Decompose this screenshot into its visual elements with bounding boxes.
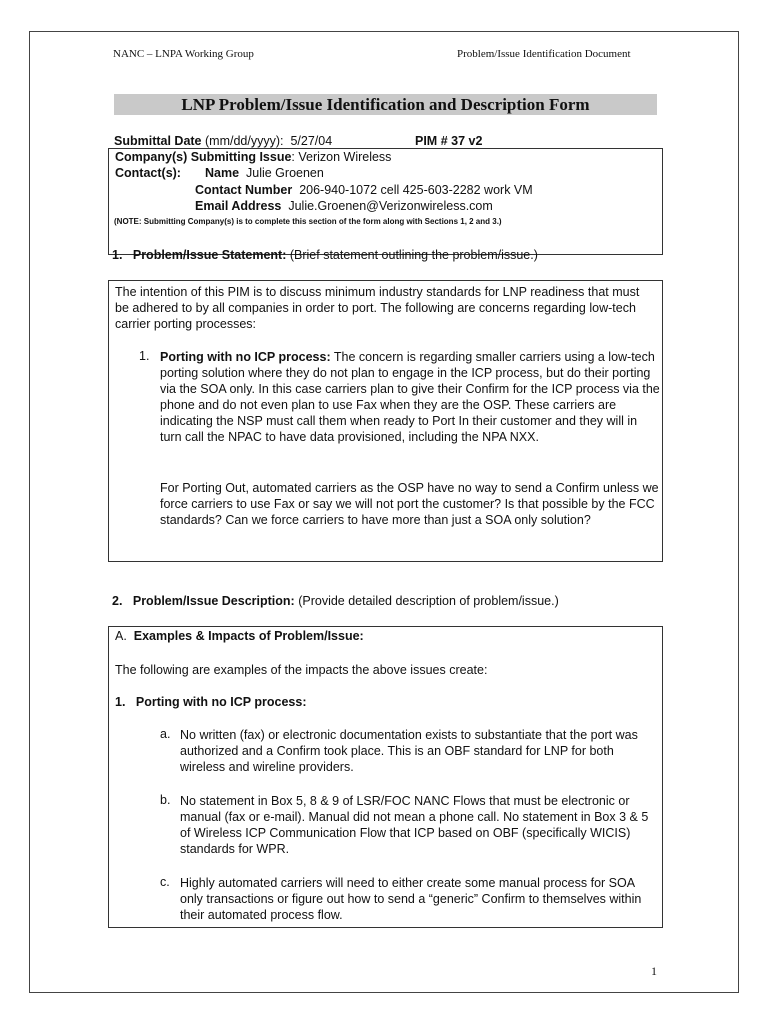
contact-note: (NOTE: Submitting Company(s) is to complete this section of the form along with Sections 1, 2 and 3.): [114, 217, 502, 226]
header-right: Problem/Issue Identification Document: [457, 48, 631, 60]
impact-letter-c: c.: [160, 875, 170, 889]
contact-name: Name Julie Groenen: [205, 166, 324, 180]
section2-heading: 2. Problem/Issue Description: (Provide detailed description of problem/issue.): [112, 594, 559, 608]
impact-letter-b: b.: [160, 793, 171, 807]
impact-b: No statement in Box 5, 8 & 9 of LSR/FOC NANC Flows that must be electronic or manual (fax or e-mail). Manual did not mean a phone call. No statement in Box 3 & 5 of Wireless ICP Communication Flow that ICP based on OBF (specifically WICIS) standards for WPR.: [180, 794, 649, 856]
submittal-date: Submittal Date (mm/dd/yyyy): 5/27/04: [114, 134, 333, 148]
contact-number: Contact Number 206-940-1072 cell 425-603-2282 work VM: [195, 183, 533, 197]
impact-c: Highly automated carriers will need to either create some manual process for SOA only transactions or figure out how to send a “generic” Confirm to themselves within their automated process flow.: [180, 876, 642, 922]
examples-heading: A. Examples & Impacts of Problem/Issue:: [115, 629, 364, 643]
impact-a: No written (fax) or electronic documentation exists to substantiate that the port was authorized and a Confirm took place. This is an OBF standard for LNP for both wireless and wireline providers.: [180, 728, 638, 774]
statement-item: Porting with no ICP process: The concern is regarding smaller carriers using a low-tech porting solution where they do not plan to engage in the ICP process, but do their porting via the SOA only. In this case carriers plan to give their Confirm for the ICP process via the phone and do not even plan to use Fax when they are the OSP. These carriers are indicating the NSP must call them when ready to Port In their customer and they will in turn call the NPAC to have data provisioned, including the NPA NXX.: [160, 350, 660, 444]
statement-item-para2: For Porting Out, automated carriers as the OSP have no way to send a Confirm unless we force carriers to use Fax or say we will not port the customer? Is that possible by the FCC standards? Can we force carriers to have more than just a SOA only solution?: [160, 481, 659, 527]
section1-heading: 1. Problem/Issue Statement: (Brief statement outlining the problem/issue.): [112, 248, 538, 262]
contact-email: Email Address Julie.Groenen@Verizonwireless.com: [195, 199, 493, 213]
page-number: 1: [651, 964, 657, 978]
contacts-label: Contact(s):: [115, 166, 181, 180]
impact-letter-a: a.: [160, 727, 171, 741]
header-left: NANC – LNPA Working Group: [113, 48, 254, 60]
problem-statement-box: [108, 280, 663, 562]
company-line: Company(s) Submitting Issue: Verizon Wireless: [115, 150, 392, 164]
document-page: [29, 31, 739, 993]
contact-box: [108, 148, 663, 255]
pim-number: PIM # 37 v2: [415, 134, 483, 148]
form-title: LNP Problem/Issue Identification and Description Form: [114, 94, 657, 115]
statement-intro: The intention of this PIM is to discuss minimum industry standards for LNP readiness that must be adhered to by all companies in order to port. The following are concerns regarding low-tech carrier porting processes:: [115, 285, 640, 331]
examples-item-heading: 1. Porting with no ICP process:: [115, 695, 307, 709]
examples-intro: The following are examples of the impacts the above issues create:: [115, 663, 488, 677]
problem-description-box: [108, 626, 663, 928]
statement-item-number: 1.: [139, 349, 150, 363]
